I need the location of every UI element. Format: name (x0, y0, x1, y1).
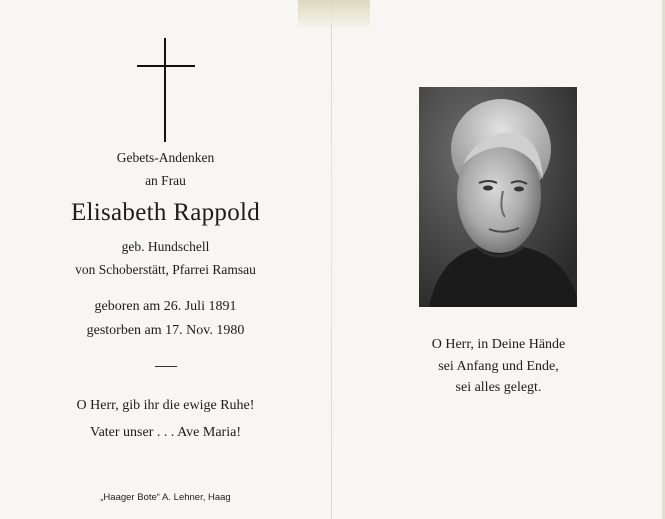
verse-line-3: sei alles gelegt. (455, 380, 542, 395)
deceased-name: Elisabeth Rappold (70, 199, 261, 226)
prayer-line-1: O Herr, gib ihr die ewige Ruhe! (76, 398, 255, 413)
maiden-name: geb. Hundschell (121, 239, 210, 254)
card-fold (331, 0, 332, 519)
verse-line-2: sei Anfang und Ende, (438, 359, 559, 374)
publisher-imprint: „Haager Bote“ A. Lehner, Haag (100, 492, 231, 503)
name-prefix: an Frau (145, 173, 186, 188)
death-date: gestorben am 17. Nov. 1980 (86, 323, 245, 338)
origin: von Schoberstätt, Pfarrei Ramsau (75, 262, 256, 277)
heading: Gebets-Andenken (116, 150, 215, 165)
portrait-photo (419, 87, 577, 307)
divider (155, 366, 177, 367)
verse-line-1: O Herr, in Deine Hände (431, 337, 566, 352)
prayer-line-2: Vater unser . . . Ave Maria! (90, 425, 241, 440)
birth-date: geboren am 26. Juli 1891 (94, 299, 237, 314)
tape-strip (298, 0, 370, 30)
